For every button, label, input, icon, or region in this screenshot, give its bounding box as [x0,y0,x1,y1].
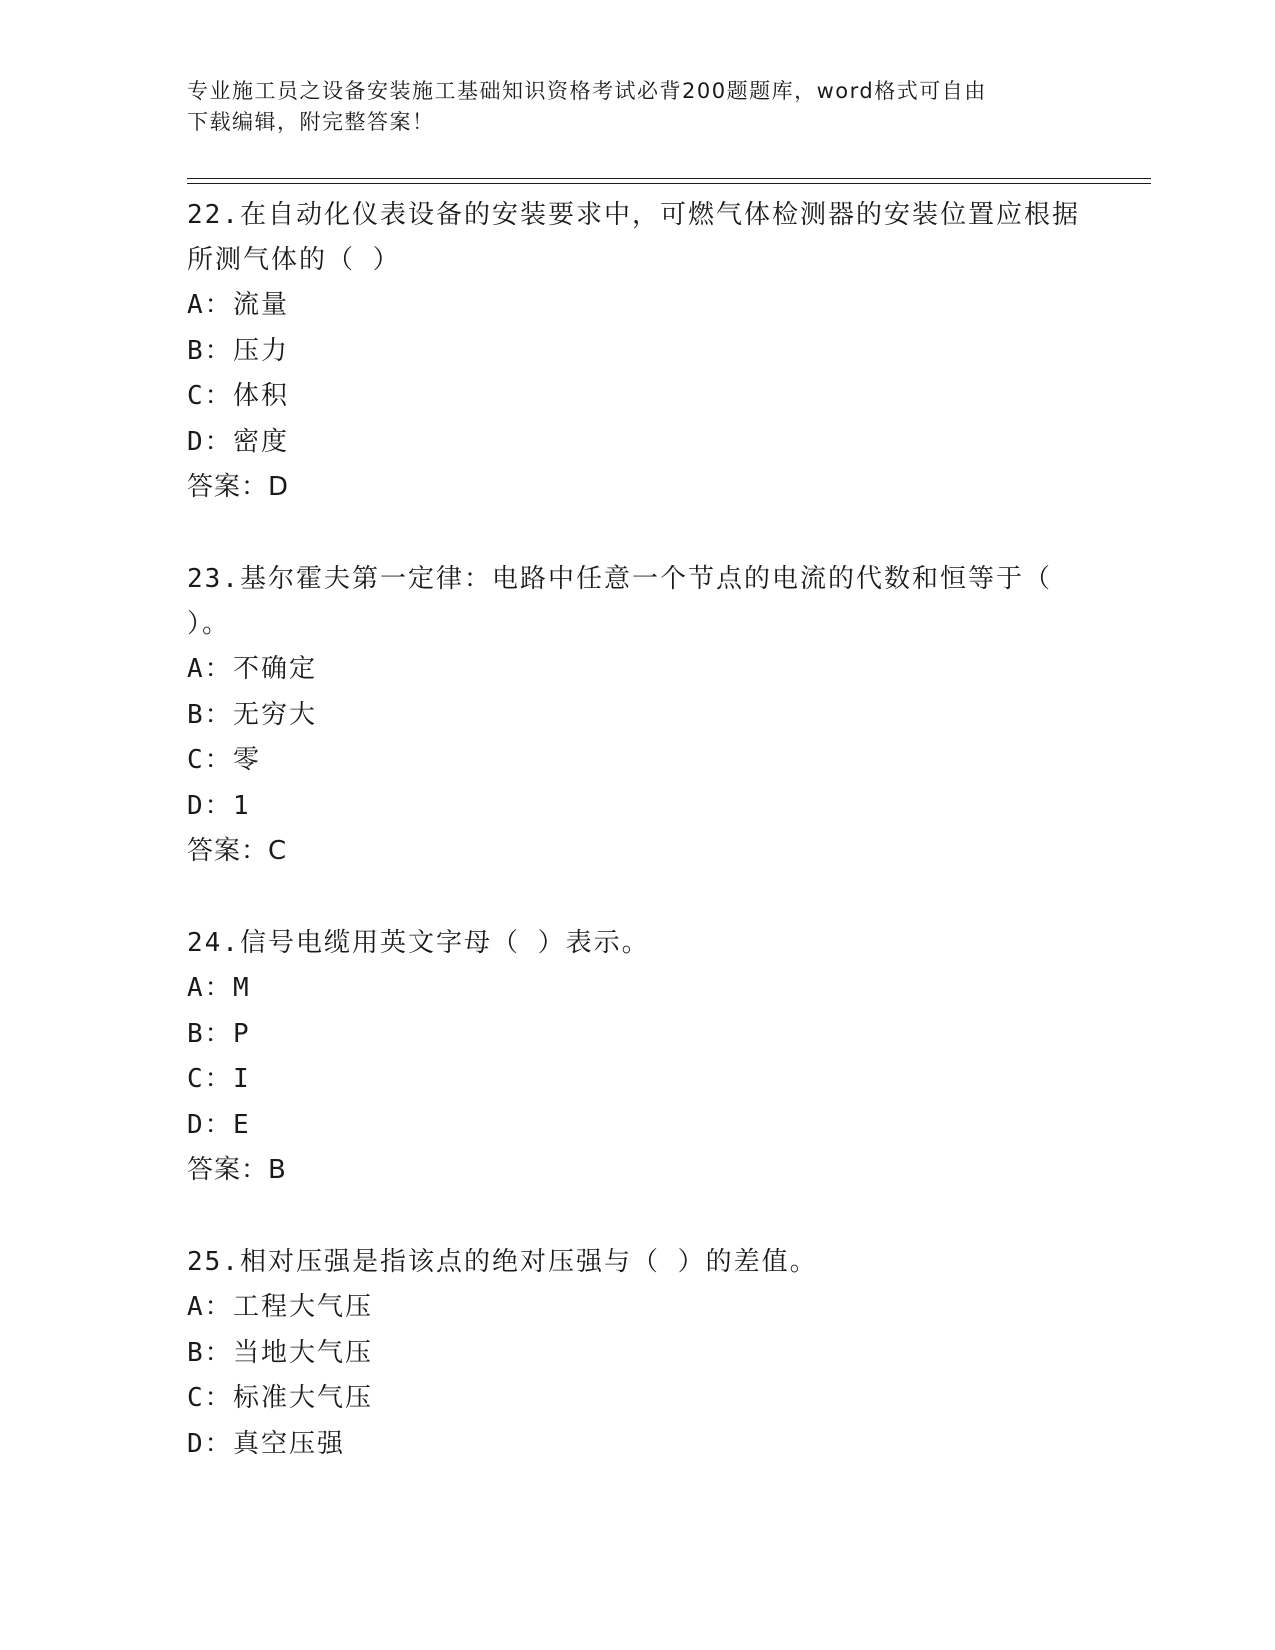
option-letter: B： [187,1337,233,1368]
option-letter: B： [187,699,233,730]
option-text: 压力 [233,335,290,366]
option-letter: A： [187,654,233,684]
option-text: E [233,1109,251,1140]
question-23 [187,557,1087,874]
option-letter: B： [187,1018,233,1049]
option-letter: A： [187,1292,233,1322]
question-stem: 24.信号电缆用英文字母（ ）表示。 [187,928,650,958]
option-text: 标准大气压 [233,1383,374,1413]
option-text: 1 [233,790,251,821]
option-letter: C： [187,745,233,775]
option-letter: D： [187,1428,233,1459]
option-c [187,738,1087,784]
option-letter: B： [187,335,233,366]
option-text: P [233,1018,251,1049]
option-letter: D： [187,790,233,821]
answer-line: 答案：B [187,1155,287,1185]
option-b [187,693,1087,739]
option-letter: C： [187,1383,233,1413]
option-b [187,329,1087,375]
option-d [187,1103,1087,1149]
option-a [187,647,1087,693]
option-text: 当地大气压 [233,1337,374,1368]
question-list [187,193,1087,1514]
option-text: 流量 [233,290,290,320]
option-letter: A： [187,290,233,320]
option-letter: C： [187,1064,233,1094]
option-text: 密度 [233,426,290,457]
option-b [187,1012,1087,1058]
option-c [187,374,1087,420]
option-letter: A： [187,973,233,1003]
option-text: 体积 [233,381,290,411]
option-letter: D： [187,1109,233,1140]
question-25 [187,1240,1087,1467]
option-c [187,1057,1087,1103]
option-a [187,966,1087,1012]
question-24 [187,921,1087,1193]
option-c [187,1376,1087,1422]
question-22 [187,193,1087,510]
option-a [187,283,1087,329]
option-text: 真空压强 [233,1428,346,1459]
option-text: 无穷大 [233,699,318,730]
option-b [187,1331,1087,1377]
option-d [187,420,1087,466]
answer-line: 答案：C [187,836,288,866]
option-text: I [233,1064,251,1094]
page-header: 专业施工员之设备安装施工基础知识资格考试必背200题题库，word格式可自由 下载编辑，附完整答案！ [187,79,987,134]
option-letter: D： [187,426,233,457]
option-d [187,784,1087,830]
option-letter: C： [187,381,233,411]
question-stem: 23.基尔霍夫第一定律：电路中任意一个节点的电流的代数和恒等于（ ）。 [187,564,1052,639]
option-d [187,1422,1087,1468]
answer-line: 答案：D [187,472,290,502]
option-a [187,1285,1087,1331]
option-text: 工程大气压 [233,1292,374,1322]
question-stem: 22.在自动化仪表设备的安装要求中，可燃气体检测器的安装位置应根据所测气体的（ ） [187,200,1080,275]
option-text: M [233,973,251,1003]
header-double-rule [187,178,1151,184]
option-text: 不确定 [233,654,318,684]
question-stem: 25.相对压强是指该点的绝对压强与（ ）的差值。 [187,1247,818,1277]
option-text: 零 [233,745,262,775]
